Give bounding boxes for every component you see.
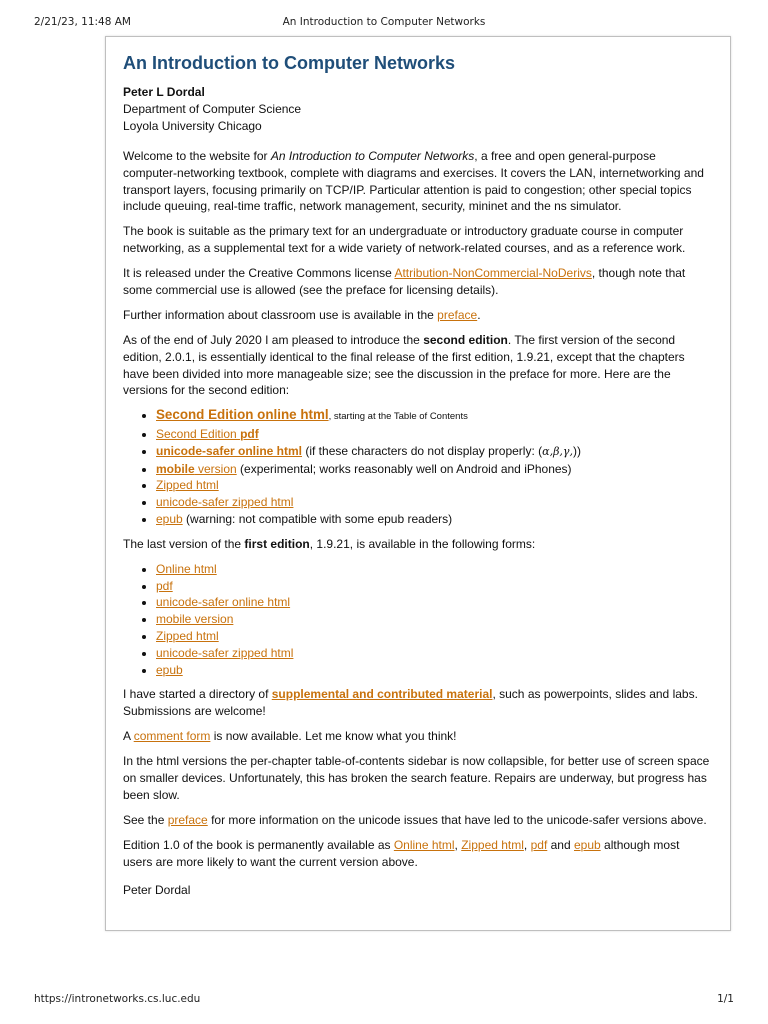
unicode-safer-zipped-link[interactable]: unicode-safer zipped html	[156, 495, 294, 510]
supplemental-material-link[interactable]: supplemental and contributed material	[271, 687, 493, 702]
print-header	[34, 16, 734, 30]
comment-paragraph: A comment form is now available. Let me know what you think!	[123, 729, 457, 744]
author-block	[123, 84, 710, 135]
print-page-number: 1/1	[717, 993, 734, 1005]
first-edition-mobile-link[interactable]: mobile version	[156, 612, 234, 627]
first-edition-unicode-zipped-link[interactable]: unicode-safer zipped html	[156, 645, 294, 660]
list-item	[156, 477, 710, 494]
author-university: Loyola University Chicago	[123, 119, 262, 133]
page-title: An Introduction to Computer Networks	[123, 53, 455, 73]
preface-link[interactable]: preface	[437, 307, 478, 322]
zipped-html-link[interactable]: Zipped html	[156, 478, 219, 493]
list-item	[156, 594, 710, 611]
suitability-paragraph: The book is suitable as the primary text for an undergraduate or introductory graduate course in computer networking, as a supplemental text for a wide variety of network-related courses, and as a reference work.	[123, 224, 686, 256]
signature: Peter Dordal	[123, 883, 191, 898]
list-item	[156, 426, 710, 443]
epub-link[interactable]: epub	[156, 512, 183, 527]
list-item	[156, 578, 710, 595]
print-title: An Introduction to Computer Networks	[282, 16, 486, 28]
second-edition-paragraph: As of the end of July 2020 I am pleased to introduce the second edition. The first version of the second edition, 2.0.1, is essentially identical to the final release of the first edition, 1.9.21, except that the chapters have been divided into more manageable size; see the discussion in the preface for more. Here are the versions for the second edition:	[123, 332, 685, 398]
book-title-emphasis: An Introduction to Computer Networks	[270, 149, 475, 163]
supplemental-paragraph: I have started a directory of supplemental and contributed material, such as powerpoints, slides and labs. Submissions are welcome!	[123, 687, 698, 719]
edition1-zipped-html-link[interactable]: Zipped html	[461, 837, 524, 852]
edition1-online-html-link[interactable]: Online html	[393, 837, 455, 852]
second-edition-html-link[interactable]: Second Edition online html	[156, 407, 329, 423]
page-body	[123, 51, 710, 907]
mobile-version-link[interactable]: mobile version	[156, 461, 237, 476]
intro-paragraph: Welcome to the website for An Introduction to Computer Networks, a free and open general-purpose computer-networking textbook, complete with diagrams and exercises. It covers the LAN, internetworking and transport layers, focusing primarily on TCP/IP. Particular attention is paid to congestion; other special topics include queuing, real-time traffic, network management, security, mininet and the ns simulator.	[123, 149, 704, 214]
first-edition-online-html-link[interactable]: Online html	[156, 561, 217, 576]
edition1-epub-link[interactable]: epub	[573, 837, 601, 852]
unicode-note-paragraph: See the preface for more information on the unicode issues that have led to the unicode-safer versions above.	[123, 812, 707, 827]
first-edition-unicode-html-link[interactable]: unicode-safer online html	[156, 595, 291, 610]
greek-sample: α,β,γ,	[542, 444, 573, 458]
list-item	[156, 611, 710, 628]
author-name: Peter L Dordal	[123, 85, 205, 99]
list-item: • Second Edition online html, starting at the Table of Contents	[156, 407, 710, 426]
list-item: • mobile version (experimental; works reasonably well on Android and iPhones)	[156, 461, 710, 478]
list-item	[156, 662, 710, 679]
list-item	[156, 645, 710, 662]
license-paragraph: It is released under the Creative Commons license Attribution-NonCommercial-NoDerivs, though note that some commercial use is allowed (see the preface for licensing details).	[123, 266, 686, 297]
list-item	[156, 628, 710, 645]
second-edition-list	[123, 407, 710, 528]
preface-link-2[interactable]: preface	[167, 812, 208, 827]
first-edition-epub-link[interactable]: epub	[156, 662, 183, 677]
print-date: 2/21/23, 11:48 AM	[34, 16, 131, 28]
print-footer	[34, 993, 734, 1007]
sidebar-note-paragraph: In the html versions the per-chapter table-of-contents sidebar is now collapsible, for better use of screen space on smaller devices. Unfortunately, this has broken the search feature. Repairs are underway, but progress has been slow.	[123, 754, 710, 802]
list-item: • unicode-safer online html (if these characters do not display properly: (α,β,γ,))	[156, 443, 710, 461]
edition1-pdf-link[interactable]: pdf	[530, 837, 548, 852]
first-edition-list	[123, 561, 710, 679]
first-edition-pdf-link[interactable]: pdf	[156, 578, 173, 593]
comment-form-link[interactable]: comment form	[133, 729, 211, 744]
classroom-paragraph: Further information about classroom use is available in the preface.	[123, 307, 481, 322]
list-item	[156, 561, 710, 578]
content-box	[105, 36, 731, 931]
first-edition-paragraph: The last version of the first edition, 1.9.21, is available in the following forms:	[123, 536, 536, 551]
unicode-safer-html-link[interactable]: unicode-safer online html	[156, 443, 303, 458]
second-edition-pdf-link[interactable]: Second Edition pdf	[156, 427, 259, 442]
license-link[interactable]: Attribution-NonCommercial-NoDerivs	[394, 266, 592, 281]
list-item	[156, 494, 710, 511]
author-department: Department of Computer Science	[123, 102, 302, 116]
first-edition-zipped-link[interactable]: Zipped html	[156, 629, 219, 644]
print-url: https://intronetworks.cs.luc.edu	[34, 993, 201, 1005]
edition-1-paragraph: Edition 1.0 of the book is permanently available as Online html, Zipped html, pdf and epub although most users are more likely to want the current version above.	[123, 837, 680, 869]
list-item: • epub (warning: not compatible with some epub readers)	[156, 511, 710, 528]
